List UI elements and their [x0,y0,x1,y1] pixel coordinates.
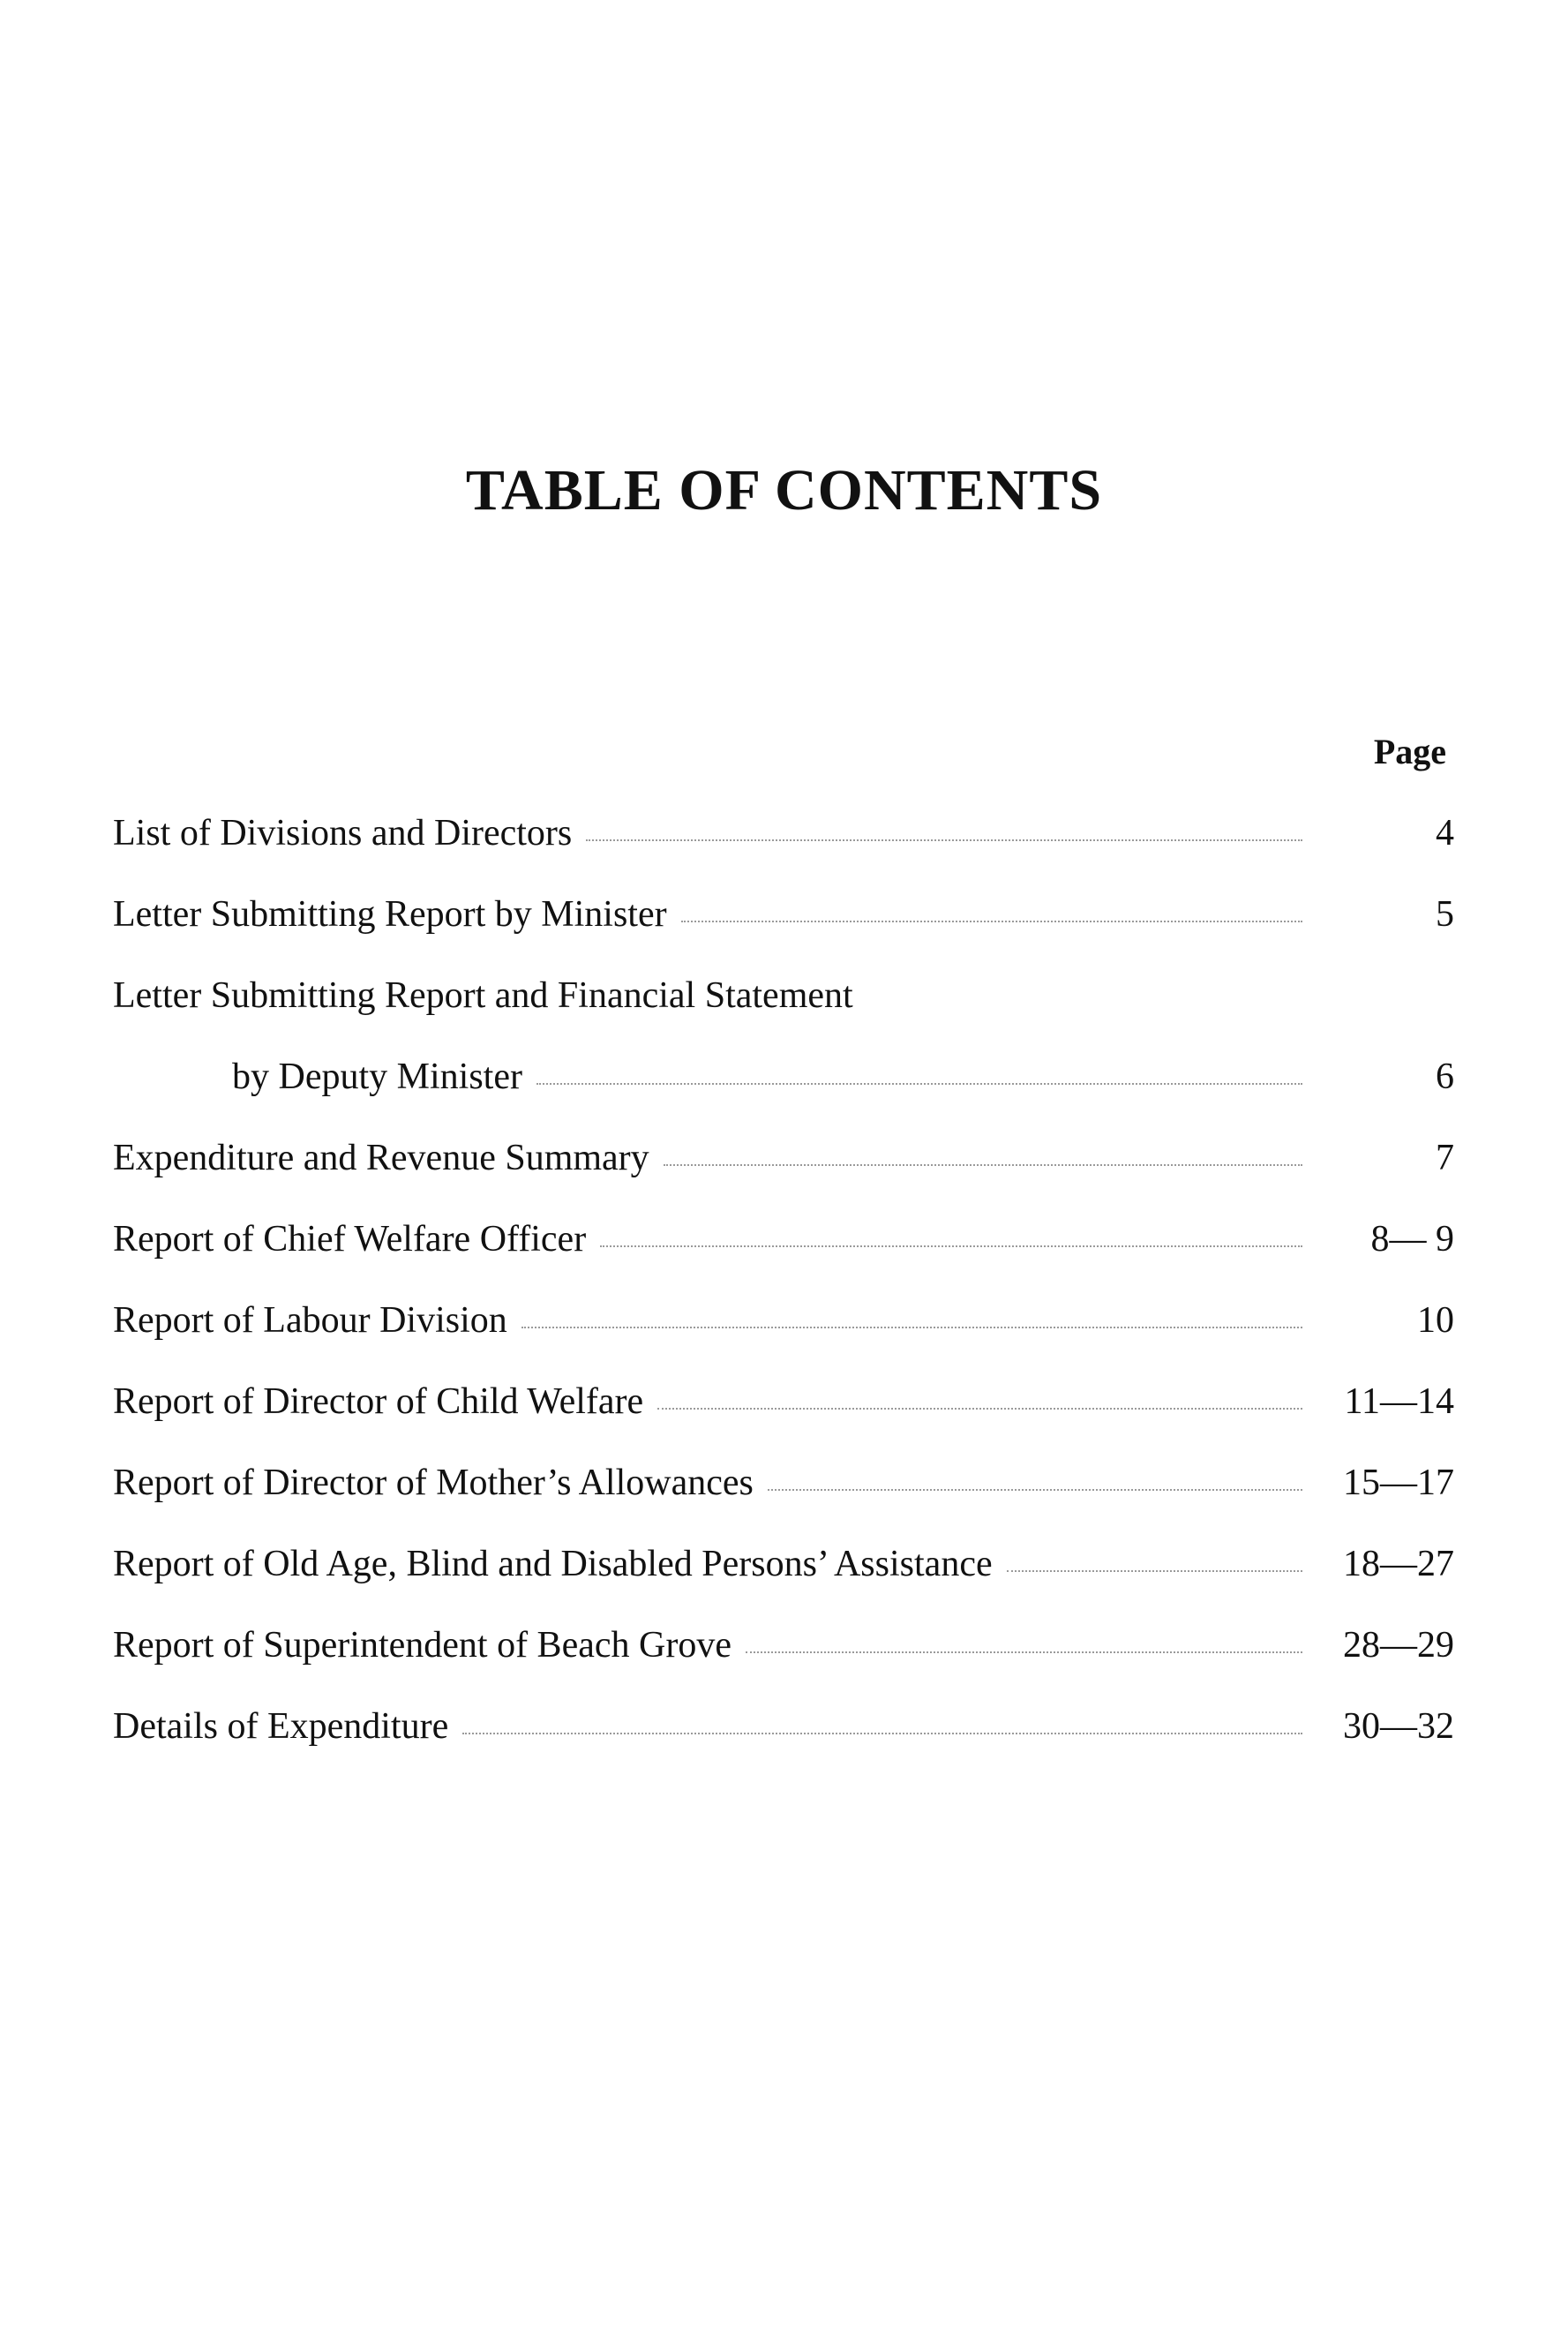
toc-entry [113,1380,1454,1433]
toc-entry [113,1299,1454,1352]
toc-entry-title: Report of Director of Child Welfare [113,1381,644,1422]
toc-entry [113,812,1454,865]
dot-leader [521,1327,1302,1328]
dot-leader [681,921,1302,922]
toc-entry-page: 8— 9 [1370,1219,1454,1260]
toc-entry [113,1462,1454,1515]
toc-entry-title: Details of Expenditure [113,1706,449,1747]
toc-entry-title: Report of Old Age, Blind and Disabled Persons’ Assistance [113,1544,993,1584]
toc-entry-page: 4 [1436,813,1454,854]
toc-entry-page: 5 [1436,894,1454,935]
dot-leader [600,1245,1302,1247]
toc-entry-page: 30—32 [1343,1706,1454,1747]
toc-entry-page: 11—14 [1344,1381,1454,1422]
toc-entry [113,893,1454,946]
page-title: TABLE OF CONTENTS [465,458,1103,523]
toc-entry [113,974,1454,1027]
toc-entry-title: by Deputy Minister [232,1057,522,1097]
toc-entry-page: 6 [1436,1057,1454,1097]
toc-entry [113,1056,1454,1109]
toc-entry-title: Report of Chief Welfare Officer [113,1219,587,1260]
dot-leader [768,1489,1302,1491]
toc-entry [113,1624,1454,1677]
toc-entry-title: Letter Submitting Report and Financial Statement [113,975,853,1016]
toc-entry-page: 15—17 [1343,1463,1454,1503]
toc-entry [113,1705,1454,1758]
toc-entry-title: Letter Submitting Report by Minister [113,894,667,935]
toc-entry-title: Expenditure and Revenue Summary [113,1138,649,1178]
toc-entry-page: 7 [1436,1138,1454,1178]
dot-leader [657,1408,1302,1410]
dot-leader [536,1083,1302,1085]
toc-entry-title: Report of Labour Division [113,1300,507,1341]
toc-entry [113,1543,1454,1596]
dot-leader [746,1651,1302,1653]
page-column-heading: Page [1373,732,1446,771]
toc-entry [113,1137,1454,1190]
toc-entry-title: Report of Superintendent of Beach Grove [113,1625,731,1666]
toc-entry-title: Report of Director of Mother’s Allowances [113,1463,754,1503]
dot-leader [462,1733,1302,1734]
toc-entry-title: List of Divisions and Directors [113,813,573,854]
dot-leader [1007,1570,1302,1572]
dot-leader [664,1164,1302,1166]
toc-entry-page: 10 [1417,1300,1454,1341]
toc-entry [113,1218,1454,1271]
dot-leader [586,839,1302,841]
toc-entry-page: 28—29 [1343,1625,1454,1666]
toc-entry-page: 18—27 [1343,1544,1454,1584]
